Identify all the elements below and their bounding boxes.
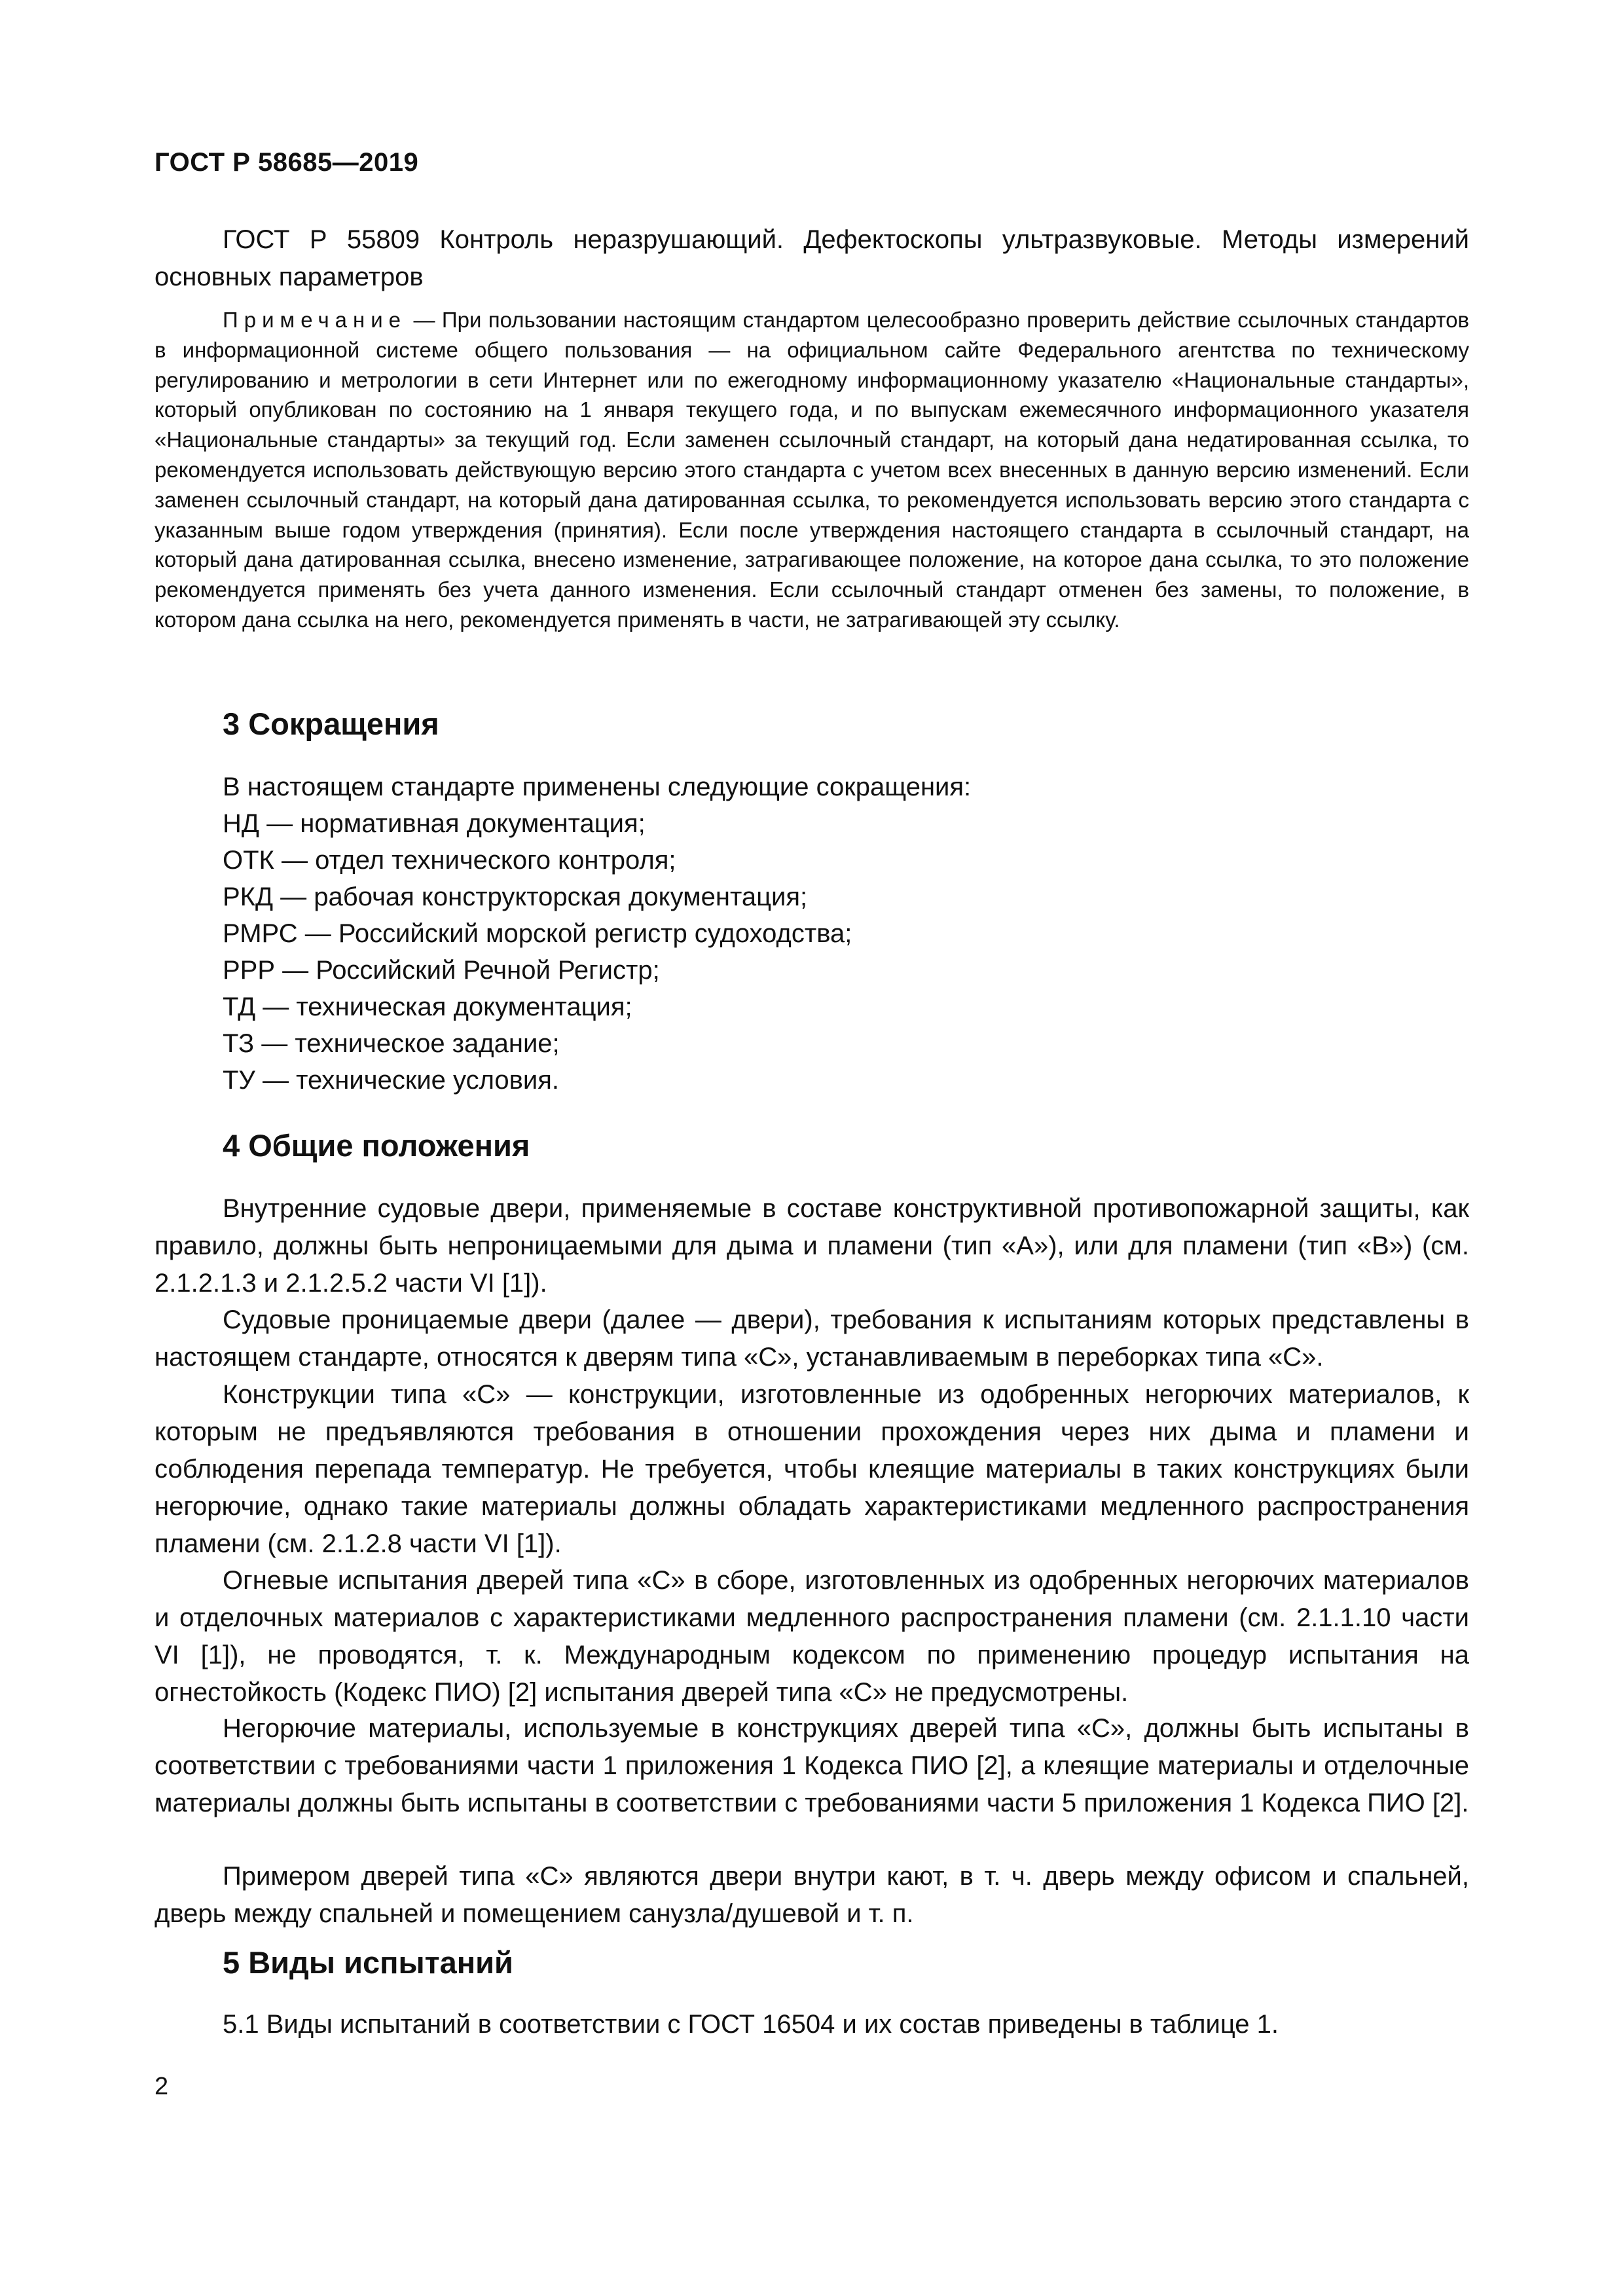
- section-4-paragraph: Огневые испытания дверей типа «С» в сборе, изготовленных из одобренных негорючих материалов и отделочных материалов с характеристиками медленного распространения пламени (см. 2.1.1.10 части VI [1]), не проводятся, т. к. Международным кодексом по применению процедур испытания на огнестойкость (Кодекс ПИО) [2] испытания дверей типа «С» не предусмотрены.: [155, 1566, 1469, 1707]
- document-header-code: ГОСТ Р 58685—2019: [155, 148, 419, 177]
- abbreviation-item: РМРС — Российский морской регистр судоходства;: [223, 919, 852, 948]
- section-4-paragraph: Примером дверей типа «С» являются двери внутри кают, в т. ч. дверь между офисом и спальней, дверь между спальней и помещением санузла/душевой и т. п.: [155, 1862, 1469, 1928]
- section-4-paragraph: Судовые проницаемые двери (далее — двери), требования к испытаниям которых представлены в настоящем стандарте, относятся к дверям типа «С», устанавливаемым в переборках типа «С».: [155, 1305, 1469, 1372]
- section-4-heading: 4 Общие положения: [223, 1128, 530, 1163]
- section-5-paragraph: 5.1 Виды испытаний в соответствии с ГОСТ 16504 и их состав приведены в таблице 1.: [223, 2010, 1279, 2039]
- abbreviation-item: ОТК — отдел технического контроля;: [223, 846, 676, 875]
- section-4-paragraph: Конструкции типа «С» — конструкции, изготовленные из одобренных негорючих материалов, к которым не предъявляются требования в отношении прохождения через них дыма и пламени и соблюдения перепада температур. Не требуется, чтобы клеящие материалы в таких конструкциях были негорючие, однако такие материалы должны обладать характеристиками медленного распространения пламени (см. 2.1.2.8 части VI [1]).: [155, 1380, 1469, 1558]
- section-5-heading: 5 Виды испытаний: [223, 1945, 513, 1980]
- note-paragraph: [155, 305, 1469, 635]
- section-3-intro: В настоящем стандарте применены следующие сокращения:: [223, 773, 972, 801]
- section-4-paragraph: Внутренние судовые двери, применяемые в составе конструктивной противопожарной защиты, как правило, должны быть непроницаемыми для дыма и пламени (тип «А»), или для пламени (тип «В») (см. 2.1.2.1.3 и 2.1.2.5.2 части VI [1]).: [155, 1194, 1469, 1298]
- abbreviation-item: ТЗ — техническое задание;: [223, 1029, 560, 1058]
- abbreviation-item: ТД — техническая документация;: [223, 993, 632, 1021]
- note-label: Примечание: [223, 308, 407, 332]
- abbreviation-item: НД — нормативная документация;: [223, 809, 646, 838]
- normative-reference-entry: ГОСТ Р 55809 Контроль неразрушающий. Дефектоскопы ультразвуковые. Методы измерений основных параметров: [155, 225, 1469, 291]
- abbreviation-item: РРР — Российский Речной Регистр;: [223, 956, 660, 985]
- section-4-paragraph: Негорючие материалы, используемые в конструкциях дверей типа «С», должны быть испытаны в соответствии с требованиями части 1 приложения 1 Кодекса ПИО [2], а клеящие материалы и отделочные материалы должны быть испытаны в соответствии с требованиями части 5 приложения 1 Кодекса ПИО [2].: [155, 1714, 1469, 1817]
- page-number: 2: [155, 2073, 169, 2100]
- note-text: — При пользовании настоящим стандартом целесообразно проверить действие ссылочных стандартов в информационной системе общего пользования — на официальном сайте Федерального агентства по техническому регулированию и метрологии в сети Интернет или по ежегодному информационному указателю «Национальные стандарты», который опубликован по состоянию на 1 января текущего года, и по выпускам ежемесячного информационного указателя «Национальные стандарты» за текущий год. Если заменен ссылочный стандарт, на который дана недатированная ссылка, то рекомендуется использовать действующую версию этого стандарта с учетом всех внесенных в данную версию изменений. Если заменен ссылочный стандарт, на который дана датированная ссылка, то рекомендуется использовать версию этого стандарта с указанным выше годом утверждения (принятия). Если после утверждения настоящего стандарта в ссылочный стандарт, на который дана датированная ссылка, внесено изменение, затрагивающее положение, на которое дана ссылка, то это положение рекомендуется применять без учета данного изменения. Если ссылочный стандарт отменен без замены, то положение, в котором дана ссылка на него, рекомендуется применять в части, не затрагивающей эту ссылку.: [155, 308, 1469, 632]
- section-3-heading: 3 Сокращения: [223, 706, 439, 741]
- abbreviation-item: РКД — рабочая конструкторская документация;: [223, 883, 808, 911]
- abbreviation-item: ТУ — технические условия.: [223, 1066, 559, 1095]
